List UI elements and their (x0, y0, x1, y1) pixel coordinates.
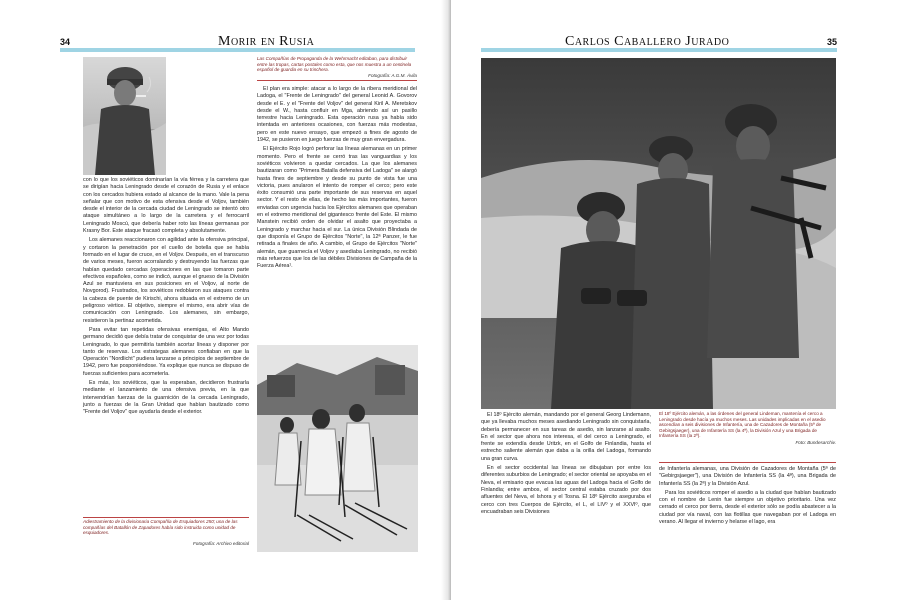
paragraph: Para evitar tan repetidas ofensivas enemigas, el Alto Mando germano decidió que debía tratar de conquistar de una vez por todas Leningrado, lo que permitiría también acortar líneas y disponer por tanto de reservas. Los estrategas alemanes confiaban en que la Operación "Nordlicht" pudiera lanzarse a principios de septiembre de 1942, pero fue posponiéndose. Ya explique que nunca se dispuso de fuerzas suficientes para acometerla. (83, 326, 249, 377)
left-header (60, 34, 415, 52)
paragraph: El Ejército Rojo logró perforar las líneas alemanas en un primer momento. Pero el frente se cerró tras las vanguardias y los soviéticos volvieron a quedar cercados. La que los alemanes bautizaran como "Primera Batalla defensiva del Ladoga" se alargó hasta fines de septiembre y desde su punto de vista fue una victoria, pues anularon el intento de romper el cerco; pero este éxito consumió una parte importante de sus reservas en aquel sector. Y el resto de ellas, de hecho las más importantes, fueron enviadas con urgencia hacia los Ejércitos alemanes que operaban en el extremo meridional del gigantesco frente del Este. El mismo Manstein recibió orden de olvidar el asalto que proyectaba a Leningrado y marchar hacia el sur. La única División Blindada de que disponía el Grupo de Ejércitos "Norte", la 12ª Panzer, le fue retirada a finales de año. A cambio, el Grupo de Ejércitos "Norte" alemán, que guarnecía el Voljov y asediaba Leningrado, no recibió más refuerzos que los de las débiles Divisiones de Campaña de la Fuerza Aérea¹. (257, 146, 417, 270)
bottom-caption (83, 519, 249, 546)
right-page (451, 0, 900, 600)
right-page-left-column (481, 412, 651, 518)
middle-column-text (257, 86, 417, 272)
caption-text: El 18º Ejército alemán, a las órdenes del general Lindeman, mantenía el cerco a Leningrado desde hacía ya muchos meses. Las unidades implicadas en el asedio ascendían a seis divisiones de Infantería, una de Cazadores de Montaña (5ª de Gebirgsjaeger), una de Infantería SS (la 4ª), la División Azul y una Brigada de Infantería SS (la 2ª). (659, 411, 826, 439)
left-page (0, 0, 449, 600)
soldier-smoking-illustration (83, 57, 166, 175)
paragraph: En el sector occidental las líneas se dibujaban por entre los diferentes suburbios de Leningrado; el sector oriental se apoyaba en el Neva, el emisario que evacua las aguas del Ladoga hacia el Golfo de Finlandia; entre ambos, el sector central estaba cruzado por dos afluentes del Neva, el Ishora y el Tosna. El 18º Ejército aseguraba el cerco con tres Cuerpos de Ejército, el L, el LIVº y el XXVIº, que encuadraban seis Divisiones (481, 465, 651, 515)
right-page-number: 35 (826, 37, 837, 47)
caption-text: Adiestramiento de la divisionaria Compañía de Esquiadores 250; una de las compañías del Batallón de Zapadores había sido instruida como unidad de esquiadores. (83, 519, 238, 536)
caption-rule (257, 80, 417, 81)
caption-rule (659, 462, 836, 463)
paragraph: con lo que los soviéticos dominarían la vía férrea y la carretera que se dirigían hacia Leningrado desde el corazón de Rusia y el enlace con los cercados hubiera estado al alcance de la mano. Vale la pena señalar que con motivo de esta ofensiva desde el Voljov, también desde el interior de la cercada ciudad de Leningrado se intentó otro ataque simultáneo a lo largo de la carretera y el ferrocarril Leningrado Moscú, que debería haber roto las líneas germanas por Krasny Bor. Este ataque fracasó completa y absolutamente. (83, 177, 249, 235)
paragraph: El 18º Ejército alemán, mandando por el general Georg Lindemann, que ya llevaba muchos meses asediando Leningrado sin conquistarla, debería permanecer en sus tareas de asedio, sin lanzarse al asalto. En el sector que ahora nos interesa, el del cerco a Leningrado, el frente se extendía desde Uritzk, en el Golfo de Finlandia, hasta el estrecho saliente alemán que daba a la orilla del Ladoga, formando una gran curva. (481, 412, 651, 462)
caption-credit: Fotografía: Archivo editorial (192, 540, 249, 546)
right-running-title: Carlos Caballero Jurado (565, 34, 730, 49)
right-header (481, 34, 837, 52)
left-page-number: 34 (60, 37, 71, 47)
caption-text: Las Compañías de Propaganda de la Wehrmacht editaban, para distribuir entre las tropas, cartas postales como esta, que nos muestra a un centinela español de guardia en su trinchera. (257, 56, 412, 73)
caption-credit: Foto: Bundesarchiv. (795, 439, 836, 445)
paragraph: Los alemanes reaccionaron con agilidad ante la ofensiva principal, y cortaron la penetración por el cuello de botella que se había formado en el lugar de cruce, en el Voljov. Después, en el transcurso de varios meses, fueron acorralando y destruyendo las fuerzas que habían quedado cercadas (operaciones en las que tomaron parte efectivos españoles, como se indicó, aunque el grueso de la División Azul se mantuviera en sus posiciones en el Voljov, al norte de Novgorod). Frustrados, los soviéticos redoblaron sus ataques contra la cabeza de puente de Kirischi, ahora situada en el extremo de un peligroso vértice. El objetivo, siempre el mismo, era abrir vías de comunicación con Leningrado. Los alemanes, sin embargo, resistieron la pertinaz acometida. (83, 237, 249, 324)
paragraph: de Infantería alemanas, una División de Cazadores de Montaña (5ª de "Gebirgsjaeger"), una División de Infantería SS (la 4ª), una Brigada de Infantería SS (la 2ª) y la División Azul. (659, 466, 836, 487)
caption-rule (83, 517, 249, 518)
photo-caption (659, 411, 836, 446)
paragraph: El plan era simple: atacar a lo largo de la ribera meridional del Ladoga, el "Frente de Leningrado" del general Leonid A. Govorov desde el E. y el "Frente del Voljov" del general Kiril A. Meretskov desde el W., hasta confluir en Mga, abriendo así un pasillo terrestre hacia Leningrado. Esta operación rusa ya había sido intentada en anteriores ocasiones, con fuerzas más modestas, pero en este nuevo ensayo, que empezó a fines de agosto de 1942, se pusieron en juego fuerzas de muy gran envergadura. (257, 86, 417, 144)
trench-soldiers-illustration (481, 58, 836, 409)
top-caption (257, 56, 417, 78)
right-page-right-column (659, 466, 836, 528)
ski-troops-illustration (257, 345, 418, 552)
soldier-smoking-photo (83, 57, 166, 175)
paragraph: Es más, los soviéticos, que la esperaban, decidieron frustrarla mediante el lanzamiento de una ofensiva previa, en la que intervendrían fuerzas de la guarnición de la cercada Leningrado, junto a fuerzas de la Gran Unidad que habían bautizado como "Frente del Voljov" que ayudaría desde el exterior. (83, 380, 249, 416)
caption-credit: Fotografía: A.G.M. Ávila (368, 72, 417, 78)
paragraph: Para los soviéticos romper el asedio a la ciudad que habían bautizado con el nombre de Lenin fue siempre un objetivo prioritario. Una vez cerrado el cerco por tierra, desde el exterior sólo se podía abastecer a la ciudad por vía naval, con las flotillas que navegaban por el Ladoga en verano. Al llegar el invierno y helarse el lago, era (659, 489, 836, 526)
trench-soldiers-photo (481, 58, 836, 409)
ski-troops-photo (257, 345, 418, 552)
left-column-text (83, 177, 249, 419)
left-running-title: Morir en Rusia (218, 34, 315, 49)
